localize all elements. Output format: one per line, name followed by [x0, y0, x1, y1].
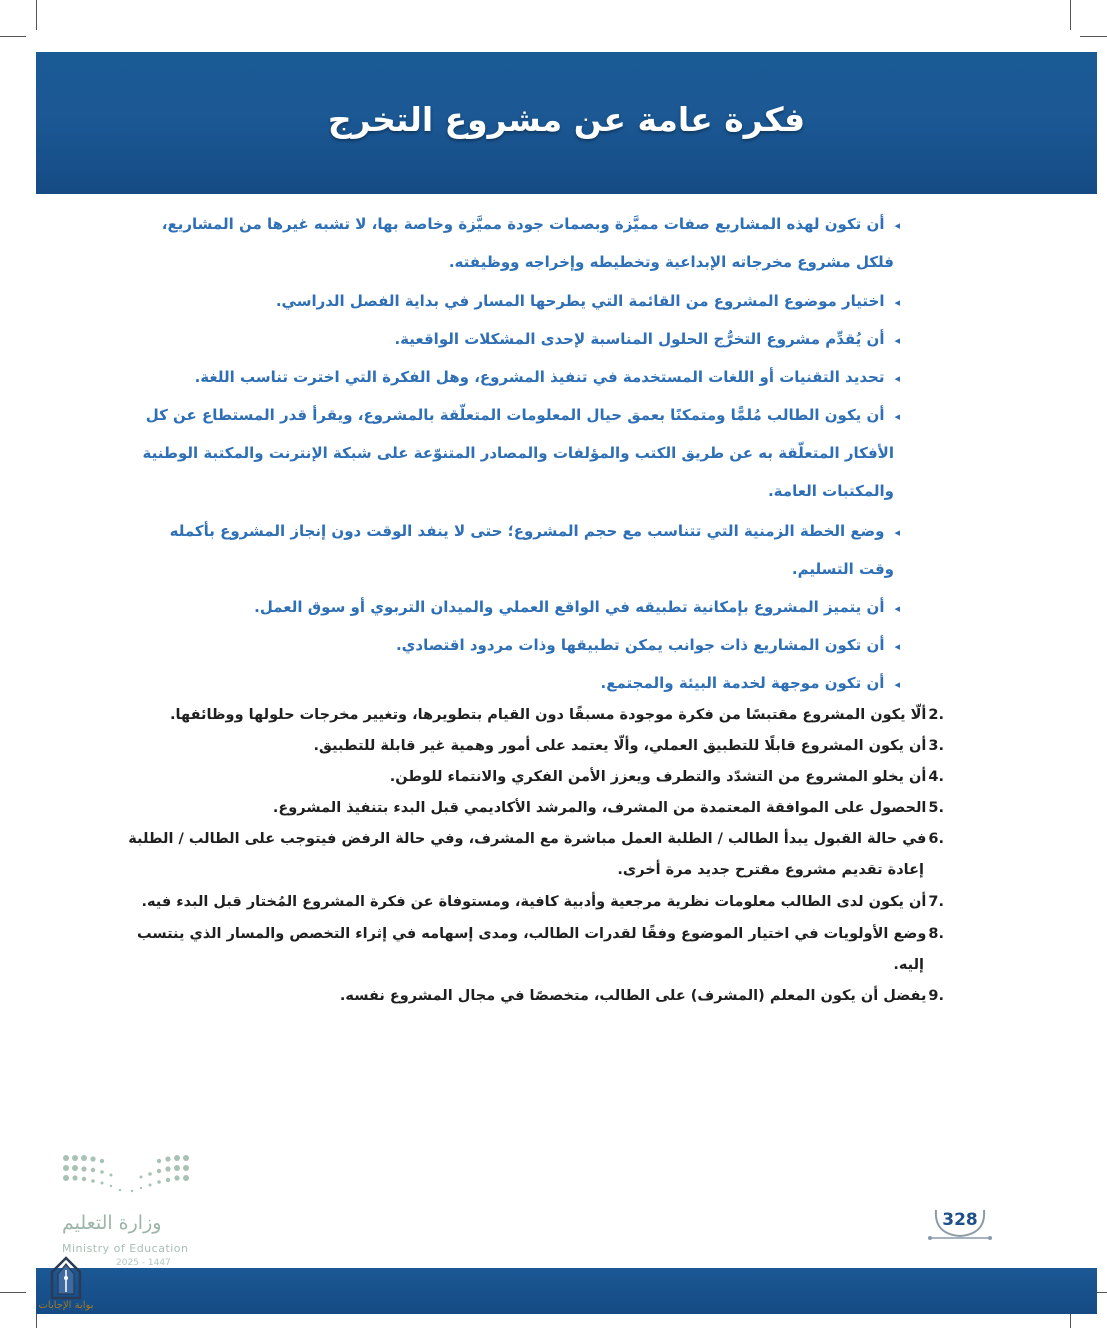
bullet-text: وضع الخطة الزمنية التي تتناسب مع حجم المشروع؛ حتى لا ينفد الوقت دون إنجاز المشروع بأكمله — [169, 522, 885, 540]
item-number: 3. — [928, 738, 944, 754]
item-number: 6. — [928, 831, 944, 847]
bullet-item — [140, 521, 900, 543]
crop-mark — [36, 0, 37, 30]
bullet-marker-icon: ◂ — [894, 296, 900, 309]
numbered-text: يفضل أن يكون المعلم (المشرف) على الطالب، متخصصًا في مجال المشروع نفسه. — [339, 988, 927, 1004]
numbered-item — [140, 736, 944, 756]
item-number: 2. — [928, 707, 944, 723]
crop-mark — [1080, 36, 1107, 37]
item-number: 9. — [928, 988, 944, 1004]
crop-mark — [0, 36, 26, 37]
bullet-marker-icon: ◂ — [894, 640, 900, 653]
ministry-logo — [58, 1150, 208, 1270]
numbered-item — [128, 829, 944, 849]
bullet-marker-icon: ◂ — [894, 526, 900, 539]
bullet-item — [140, 367, 900, 389]
bullet-marker-icon: ◂ — [894, 602, 900, 615]
bullet-item — [140, 673, 900, 695]
bullet-item — [140, 329, 900, 351]
item-number: 5. — [928, 800, 944, 816]
bullet-text: أن يكون الطالب مُلمًّا ومتمكنًا بعمق حيال المعلومات المتعلّقة بالمشروع، ويقرأ قدر المستطاع عن كل — [145, 406, 885, 424]
page-number-badge — [928, 1204, 992, 1244]
bullet-item — [140, 405, 900, 427]
bullet-continuation: فلكل مشروع مخرجاته الإبداعية وتخطيطه وإخراجه ووظيفته. — [448, 253, 894, 271]
crop-mark — [1070, 0, 1071, 30]
bullet-continuation: وقت التسليم. — [791, 560, 894, 578]
numbered-item — [140, 798, 944, 818]
bullet-marker-icon: ◂ — [894, 334, 900, 347]
crop-mark — [0, 1292, 26, 1293]
bullet-text: أن تكون المشاريع ذات جوانب يمكن تطبيقها وذات مردود اقتصادي. — [395, 636, 885, 654]
numbered-text: ألّا يكون المشروع مقتبسًا من فكرة موجودة مسبقًا دون القيام بتطويرها، وتغيير مخرجات حلولها ووظائفها. — [170, 707, 927, 723]
numbered-continuation: إليه. — [893, 957, 924, 973]
bullet-continuation: والمكتبات العامة. — [767, 482, 894, 500]
bullet-text: أن تكون لهذه المشاريع صفات مميَّزة وبصمات جودة مميَّزة وخاصة بها، لا تشبه غيرها من المشاريع، — [161, 215, 885, 233]
bullet-text: اختيار موضوع المشروع من القائمة التي يطرحها المسار في بداية الفصل الدراسي. — [275, 292, 885, 310]
bullet-continuation: الأفكار المتعلّقة به عن طريق الكتب والمؤلفات والمصادر المتنوّعة على شبكة الإنترنت والمكتبة الوطنية — [142, 444, 894, 462]
watermark-pen-icon — [30, 1256, 102, 1304]
ministry-year: 2025 - 1447 — [116, 1258, 171, 1268]
bullet-marker-icon: ◂ — [894, 219, 900, 232]
numbered-text: أن يكون المشروع قابلًا للتطبيق العملي، وألّا يعتمد على أمور وهمية غير قابلة للتطبيق. — [313, 738, 927, 754]
bullet-text: أن يُقدِّم مشروع التخرُّج الحلول المناسبة لإحدى المشكلات الواقعية. — [394, 330, 885, 348]
watermark-text: بوابة الإجابات — [38, 1300, 94, 1311]
numbered-text: أن يكون لدى الطالب معلومات نظرية مرجعية وأدبية كافية، ومستوفاة عن فكرة المشروع المُختار قبل البدء فيه. — [141, 894, 927, 910]
page-title: فكرة عامة عن مشروع التخرج — [327, 100, 806, 139]
item-number: 8. — [928, 926, 944, 942]
numbered-text: الحصول على الموافقة المعتمدة من المشرف، والمرشد الأكاديمي قبل البدء بتنفيذ المشروع. — [272, 800, 927, 816]
bullet-item — [140, 635, 900, 657]
item-number: 7. — [928, 894, 944, 910]
numbered-text: أن يخلو المشروع من التشدّد والتطرف ويعزز الأمن الفكري والانتماء للوطن. — [389, 769, 927, 785]
bullet-marker-icon: ◂ — [894, 372, 900, 385]
page-number: 328 — [942, 1210, 978, 1230]
numbered-item — [140, 767, 944, 787]
bullet-text: أن تكون موجهة لخدمة البيئة والمجتمع. — [600, 674, 885, 692]
numbered-item — [140, 892, 944, 912]
numbered-continuation: إعادة تقديم مشروع مقترح جديد مرة أخرى. — [617, 862, 924, 878]
ministry-name-english: Ministry of Education — [62, 1242, 189, 1255]
footer-band — [36, 1268, 1097, 1314]
bullet-marker-icon: ◂ — [894, 410, 900, 423]
numbered-text: وضع الأولويات في اختيار الموضوع وفقًا لقدرات الطالب، ومدى إسهامه في إثراء التخصص والمسار الذي ينتسب — [137, 926, 927, 942]
bullet-text: تحديد التقنيات أو اللغات المستخدمة في تنفيذ المشروع، وهل الفكرة التي اخترت تناسب اللغة. — [194, 368, 885, 386]
numbered-text: في حالة القبول يبدأ الطالب / الطلبة العمل مباشرة مع المشرف، وفي حالة الرفض فيتوجب على الطالب / الطلبة — [128, 831, 927, 847]
item-number: 4. — [928, 769, 944, 785]
bullet-item — [140, 214, 900, 236]
bullet-item — [140, 597, 900, 619]
bullet-item — [140, 291, 900, 313]
numbered-item — [140, 986, 944, 1006]
bullet-marker-icon: ◂ — [894, 678, 900, 691]
numbered-item — [137, 924, 944, 944]
bullet-text: أن يتميز المشروع بإمكانية تطبيقه في الواقع العملي والميدان التربوي أو سوق العمل. — [254, 598, 885, 616]
ministry-name-arabic: وزارة التعليم — [62, 1212, 162, 1234]
ministry-dots-icon — [58, 1150, 198, 1198]
site-watermark — [30, 1256, 102, 1320]
numbered-item — [140, 705, 944, 725]
header-band — [36, 52, 1097, 194]
